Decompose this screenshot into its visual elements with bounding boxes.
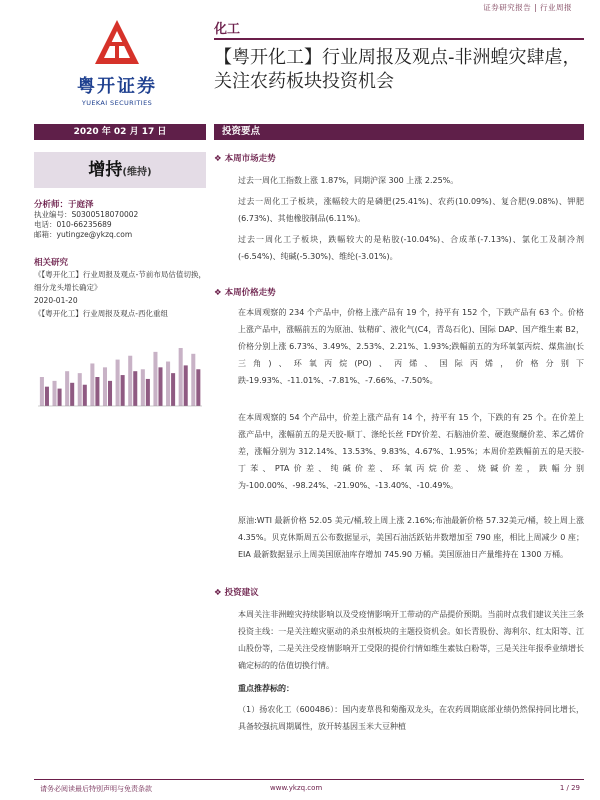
chart-bar — [108, 381, 112, 406]
suggestion-section — [214, 586, 584, 735]
footer-page-number: 1 / 29 — [559, 784, 580, 792]
chart-bar — [146, 379, 150, 406]
report-type: 证券研究报告 | 行业周报 — [483, 3, 572, 12]
index-chart — [34, 344, 206, 410]
chart-bar — [133, 371, 137, 406]
rating-box — [34, 152, 206, 188]
chart-bar — [45, 387, 49, 406]
price-heading-text: 本周价格走势 — [224, 288, 276, 298]
chart-bar — [158, 367, 162, 406]
chart-bar — [40, 377, 44, 406]
market-para-1: 过去一周化工指数上涨 1.87%，同期沪深 300 上涨 2.25%。 — [238, 176, 459, 185]
chart-bar — [83, 385, 87, 406]
market-para-3: 过去一周化工子板块，跌幅较大的是粘胶(-10.04%)、合成革(-7.13%)、氯化工及制冷剂(-6.54%)、纯碱(-5.30%)、维纶(-3.01%)。 — [238, 235, 584, 261]
footer-website[interactable]: www.ykzq.com — [270, 784, 323, 792]
yuekai-logo-icon — [89, 18, 145, 68]
chart-bar — [53, 381, 57, 406]
chart-bar — [95, 377, 99, 406]
brand-logo — [62, 18, 172, 107]
chart-bar — [70, 383, 74, 406]
pick-1: （1）扬农化工（600486）：国内麦草畏和菊酯双龙头，在农药周期底部业绩仍然保持同比增长，具备较强抗周期属性，放开转基因玉米大豆种植 — [238, 705, 584, 731]
price-heading: ❖ 本周价格走势 — [214, 288, 276, 298]
price-para-1: 在本周观察的 234 个产品中，价格上涨产品有 19 个，持平有 152 个，下跌产品有 63 个。价格上涨产品中，涨幅前五的为原油、钛精矿、液化气(C4，青岛石化)、国际 DAP、国产维生素 B2，价格分别上涨 6.73%、3.49%、2.53%、2.21%、1.93%;跌幅前五的为环氧氯丙烷、煤焦油(长三角)、环氧丙烷(PO)、丙烯、国际丙烯，价格分别下跌-19.93%、-11.01%、-7.81%、-7.66%、-7.50%。 — [238, 308, 584, 385]
footer-disclaimer[interactable]: 请务必阅读最后特别声明与免责条款 — [40, 785, 152, 793]
chart-bar — [141, 369, 145, 406]
chart-bar — [121, 375, 125, 406]
chart-bar — [90, 363, 94, 406]
chart-bar — [78, 373, 82, 406]
report-date: 2020 年 02 月 17 日 — [34, 124, 206, 140]
market-heading-text: 本周市场走势 — [224, 154, 276, 164]
logo-name-cn: 粤开证券 — [77, 76, 157, 97]
rating-sub: (维持) — [122, 167, 152, 178]
chart-bar — [184, 365, 188, 406]
related-date-1: 2020-01-20 — [34, 296, 78, 305]
market-heading: ❖ 本周市场走势 — [214, 154, 276, 164]
market-section — [214, 152, 584, 265]
chart-bar — [58, 389, 62, 406]
analyst-block — [34, 198, 206, 240]
chart-bar — [65, 371, 69, 406]
footer-divider — [34, 779, 584, 780]
chart-bar — [191, 354, 195, 406]
chart-bar — [166, 362, 170, 406]
analyst-cert: 执业编号：S0300518070002 — [34, 210, 139, 219]
chart-bar — [196, 369, 200, 406]
related-item-1[interactable]: 《【粤开化工】行业周报及观点-节前布局估值切换，细分龙头增长确定》 — [34, 270, 206, 292]
report-title: 【粤开化工】行业周报及观点-非洲蝗灾肆虐，关注农药板块投资机会 — [214, 47, 581, 92]
related-research-list — [34, 268, 206, 320]
analyst-phone: 电话：010-66235689 — [34, 220, 112, 229]
price-section — [214, 286, 584, 563]
price-para-2: 在本周观察的 54 个产品中，价差上涨产品有 14 个，持平有 15 个，下跌的有 25 个。在价差上涨产品中，涨幅前五的是天胶-顺丁、涤纶长丝 FDY价差、石脑油价差、硬泡聚醚价差、苯乙烯价差，涨幅分别为 312.14%、13.53%、9.83%、4.67%、1.95%；本周价差跌幅前五的是天胶-丁苯、PTA价差、纯碱价差、环氧丙烷价差、烧碱价差，跌幅分别为-100.00%、-98.24%、-21.90%、-13.40%、-10.49%。 — [238, 413, 584, 490]
chart-bar — [103, 367, 107, 406]
market-para-2: 过去一周化工子板块，涨幅较大的是磷肥(25.41%)、农药(10.09%)、复合肥(9.08%)、钾肥(6.73%)、其他橡胶制品(6.11%)。 — [238, 197, 584, 223]
picks-label: 重点推荐标的： — [238, 684, 294, 693]
chart-bar — [116, 360, 120, 406]
chart-bar — [171, 373, 175, 406]
chart-bar — [128, 356, 132, 406]
suggestion-para: 本周关注非洲蝗灾持续影响以及受疫情影响开工带动的产品提价预期。当前时点我们建议关注三条投资主线：一是关注蝗灾驱动的杀虫剂板块的主题投资机会。如长青股份、海利尔、红太阳等、江山股份等，二是关注受疫情影响开工受限的提价行情如维生素钛白粉等，三是关注年报季业绩增长确定标的的估值切换行情。 — [238, 610, 584, 670]
header-divider — [214, 38, 584, 40]
suggestion-heading-text: 投资建议 — [224, 588, 259, 598]
related-research-title: 相关研究 — [34, 258, 69, 268]
related-item-2[interactable]: 《【粤开化工】行业周报及观点-西化重组 — [34, 309, 168, 318]
chart-bar — [179, 348, 183, 406]
industry-section: 化工 — [214, 22, 241, 37]
suggestion-heading: ❖ 投资建议 — [214, 588, 259, 598]
rating-main: 增持 — [88, 160, 123, 180]
chart-bar — [153, 352, 157, 406]
analyst-email[interactable]: 邮箱：yutingze@ykzq.com — [34, 230, 133, 239]
price-para-3: 原油:WTI 最新价格 52.05 美元/桶,较上周上涨 2.16%;布油最新价格 57.32美元/桶，较上周上涨 4.35%。贝克休斯周五公布数据显示，美国石油活跃钻井数增加至 790 座，相比上周减少 0 座；EIA 最新数据显示上周美国原油库存增加 745.90 万桶。美国原油日产量维持在 1300 万桶。 — [238, 516, 584, 559]
analyst-name: 分析师：于庭泽 — [34, 200, 94, 210]
logo-name-en: YUEKAI SECURITIES — [81, 99, 153, 107]
key-points-bar: 投资要点 — [214, 124, 584, 140]
